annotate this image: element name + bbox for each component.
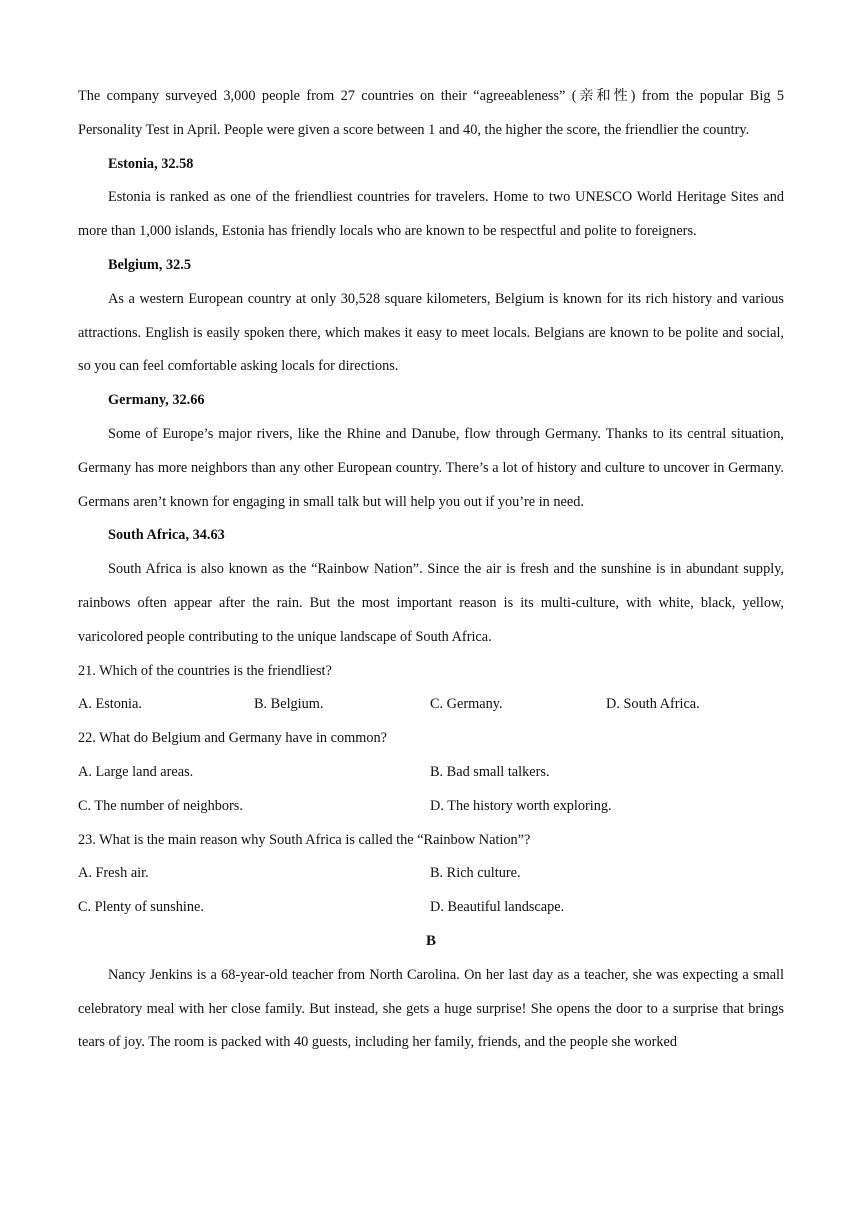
section-b-paragraph: Nancy Jenkins is a 68-year-old teacher from North Carolina. On her last day as a teacher, she was expecting a small celebratory meal with her close family. But instead, she gets a huge surprise! She opens the door to a surprise that brings tears of joy. The room is packed with 40 guests, including her family, friends, and the people she worked <box>78 966 784 1051</box>
country-paragraph-estonia: Estonia is ranked as one of the friendliest countries for travelers. Home to two UNESCO World Heritage Sites and more than 1,000 islands, Estonia has friendly locals who are known to be respectful and polite to foreigners. <box>78 189 784 240</box>
question-22-option-b: B. Bad small talkers. <box>430 763 550 780</box>
question-21-option-a: A. Estonia. <box>78 696 142 713</box>
country-heading-south-africa: South Africa, 34.63 <box>108 527 225 544</box>
intro-paragraph: The company surveyed 3,000 people from 27 countries on their “agreeableness” (亲和性) from the popular Big 5 Personality Test in April. People were given a score between 1 and 40, the higher the score, the friendlier the country. <box>78 88 784 138</box>
question-22-stem: 22. What do Belgium and Germany have in common? <box>78 730 388 747</box>
question-21-option-c: C. Germany. <box>430 696 503 713</box>
country-paragraph-south-africa: South Africa is also known as the “Rainbow Nation”. Since the air is fresh and the sunshine is in abundant supply, rainbows often appear after the rain. But the most important reason is its multi-culture, with white, black, yellow, varicolored people contributing to the unique landscape of South Africa. <box>78 561 784 645</box>
country-paragraph-germany: Some of Europe’s major rivers, like the Rhine and Danube, flow through Germany. Thanks to its central situation, Germany has more neighbors than any other European country. There’s a lot of history and culture to uncover in Germany. Germans aren’t known for engaging in small talk but will help you out if you’re in need. <box>78 425 784 510</box>
question-21-stem: 21. Which of the countries is the friendliest? <box>78 662 332 679</box>
question-21-option-b: B. Belgium. <box>254 696 324 713</box>
question-21-option-d: D. South Africa. <box>606 696 700 713</box>
country-heading-germany: Germany, 32.66 <box>108 392 205 409</box>
question-21-options <box>78 688 784 722</box>
question-22-option-d: D. The history worth exploring. <box>430 797 612 814</box>
document-page <box>78 80 784 1060</box>
question-23-stem: 23. What is the main reason why South Africa is called the “Rainbow Nation”? <box>78 831 531 848</box>
question-23-option-d: D. Beautiful landscape. <box>430 899 565 916</box>
country-heading-belgium: Belgium, 32.5 <box>108 256 192 273</box>
question-23-option-c: C. Plenty of sunshine. <box>78 899 204 916</box>
question-22-option-c: C. The number of neighbors. <box>78 797 243 814</box>
question-23-option-b: B. Rich culture. <box>430 865 521 882</box>
question-22-options-row-2 <box>78 790 784 824</box>
question-23-options-row-2 <box>78 891 784 925</box>
question-23-option-a: A. Fresh air. <box>78 865 149 882</box>
question-22-option-a: A. Large land areas. <box>78 763 194 780</box>
question-23-options-row-1 <box>78 857 784 891</box>
country-heading-estonia: Estonia, 32.58 <box>108 155 194 172</box>
section-b-heading: B <box>425 932 436 949</box>
country-paragraph-belgium: As a western European country at only 30,528 square kilometers, Belgium is known for its rich history and various attractions. English is easily spoken there, which makes it easy to meet locals. Belgians are known to be polite and social, so you can feel comfortable asking locals for directions. <box>78 290 784 375</box>
question-22-options-row-1 <box>78 756 784 790</box>
